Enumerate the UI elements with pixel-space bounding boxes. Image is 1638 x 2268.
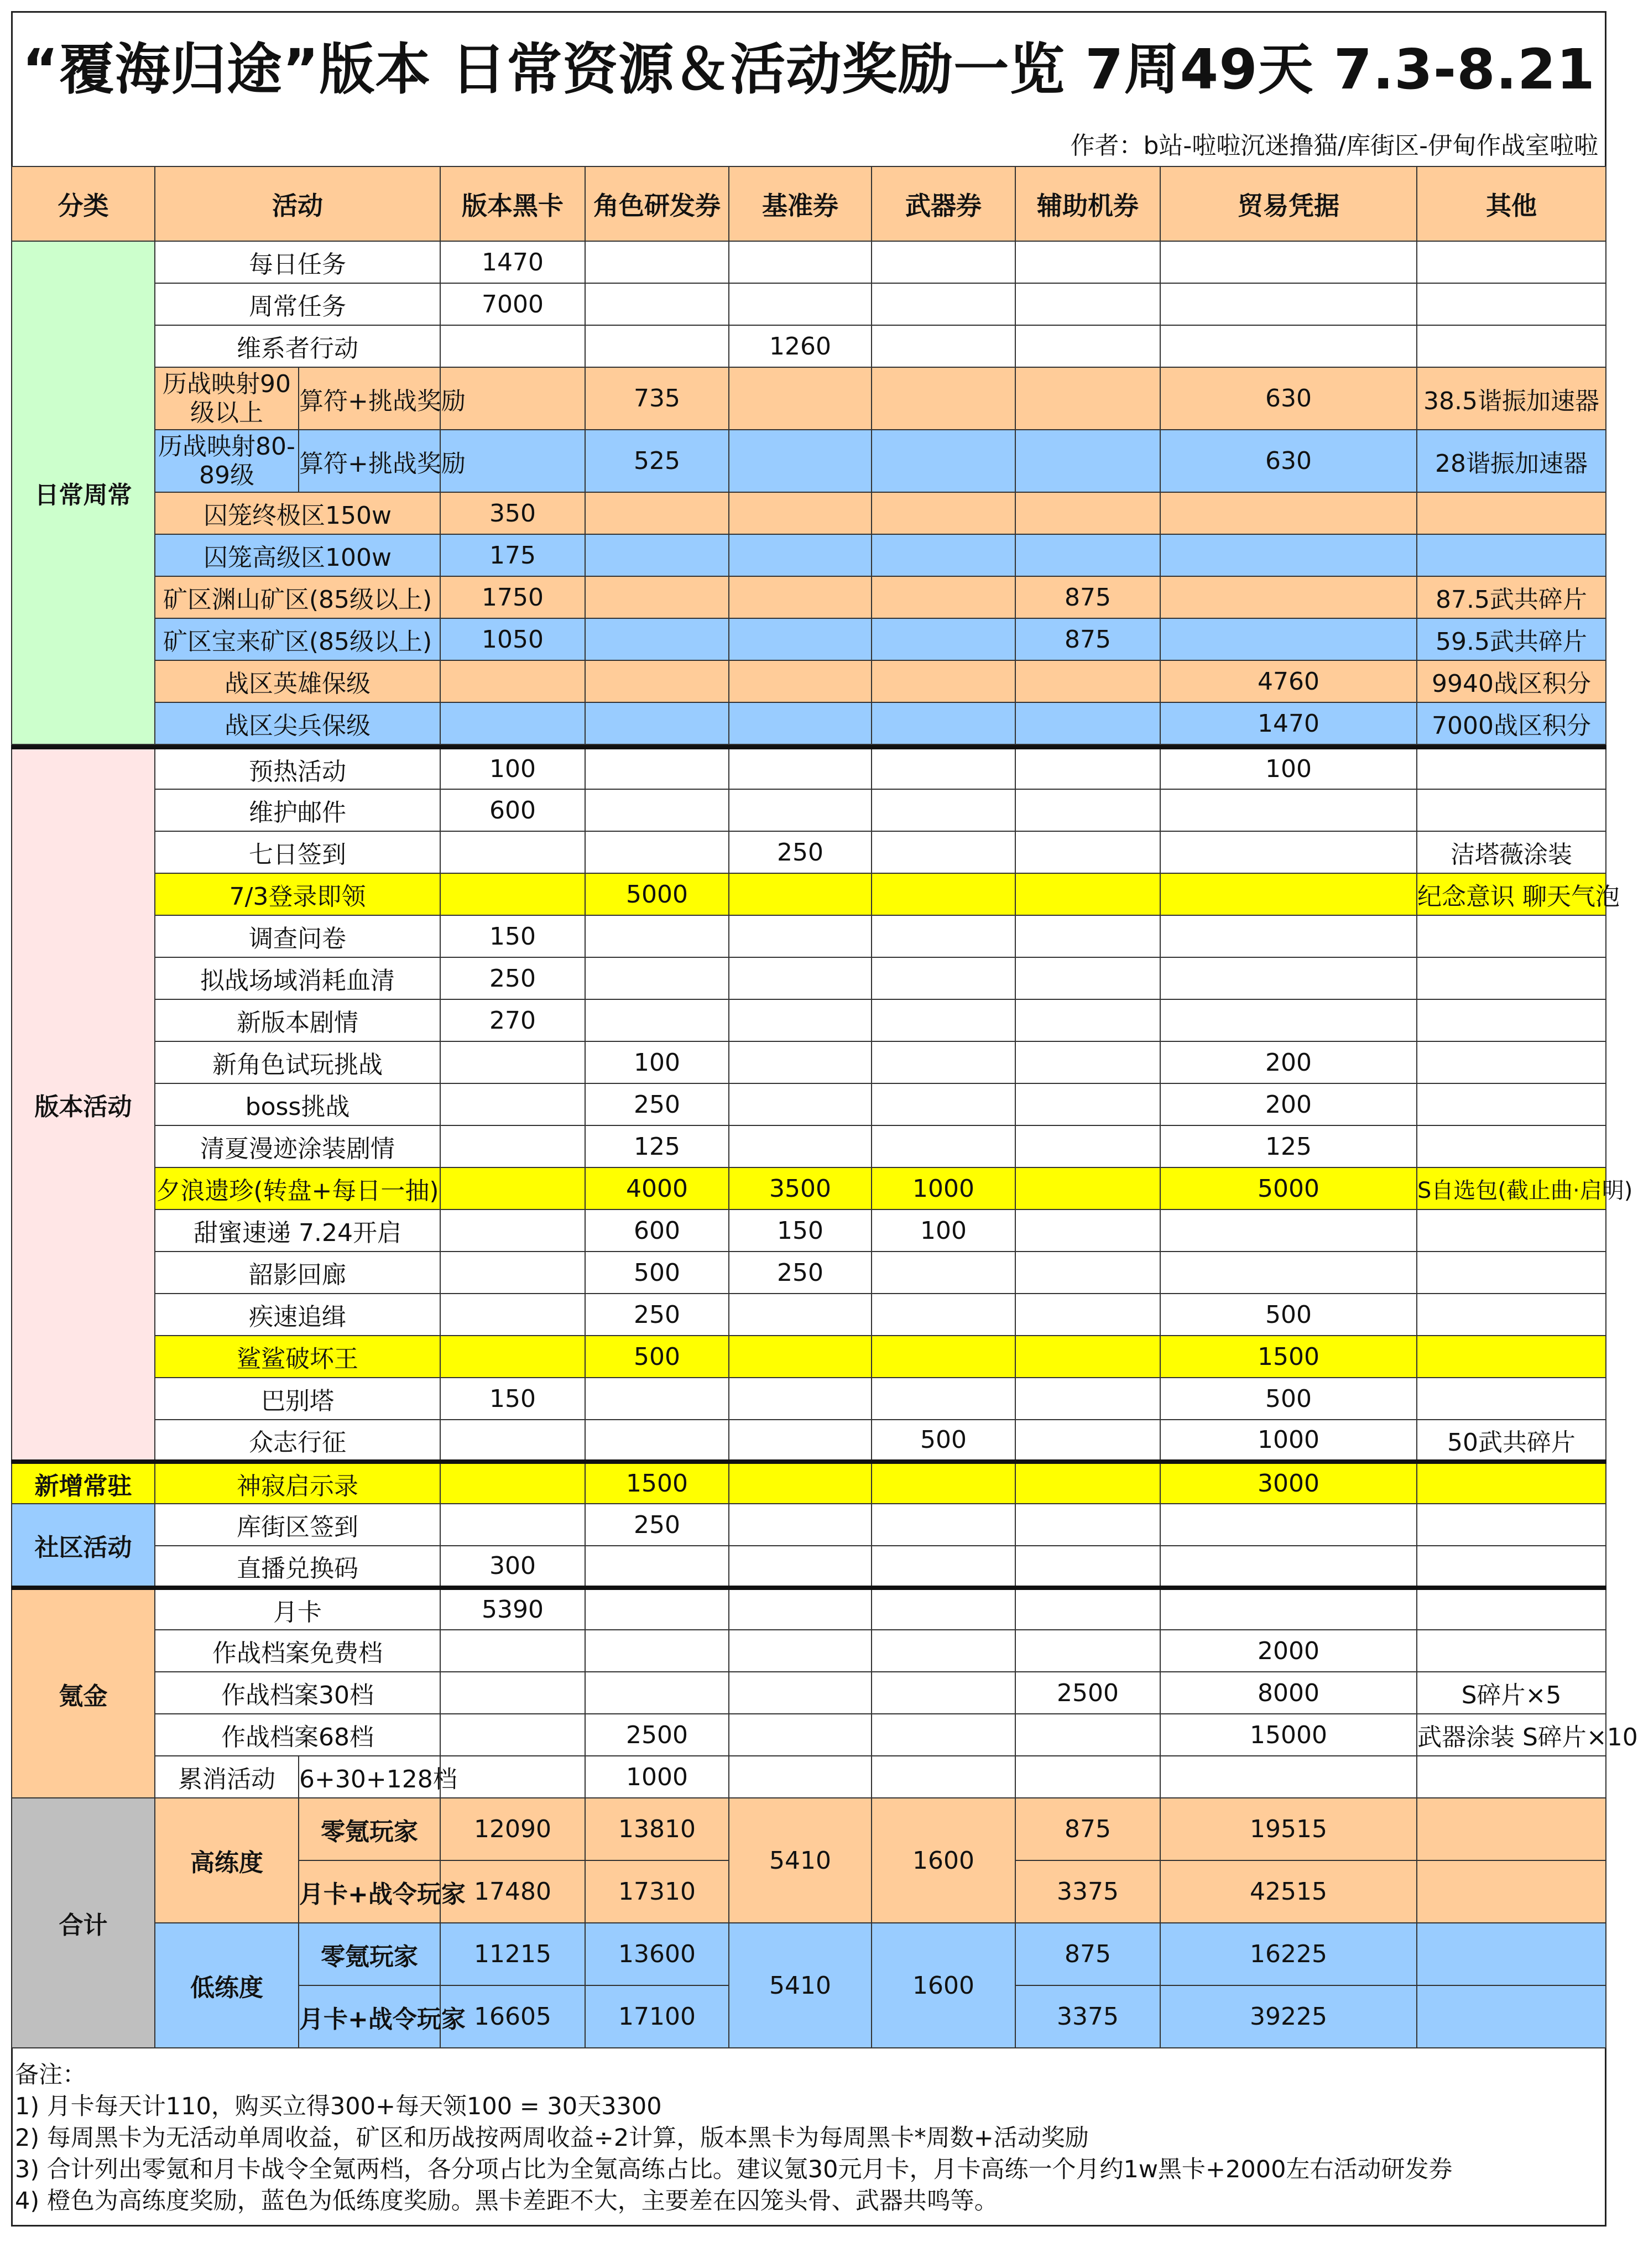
cell-trade: 2000 <box>1160 1630 1417 1672</box>
cell-aux: 875 <box>1015 1798 1160 1860</box>
cell-base: 5410 <box>729 1798 872 1923</box>
table-row <box>12 325 1606 367</box>
header-other: 其他 <box>1417 166 1606 241</box>
activity-name: 作战档案30档 <box>155 1672 440 1714</box>
table-row <box>12 1504 1606 1546</box>
header-role-ticket: 角色研发券 <box>585 166 729 241</box>
cell-black: 100 <box>440 747 585 789</box>
cell-black: 600 <box>440 789 585 831</box>
cell-trade: 1000 <box>1160 1420 1417 1462</box>
total-low: 低练度 <box>155 1923 299 2048</box>
cell-role: 17310 <box>585 1860 729 1923</box>
activity-name: 调查问卷 <box>155 915 440 957</box>
activity-name: 神寂启示录 <box>155 1462 440 1504</box>
cell-black: 11215 <box>440 1923 585 1985</box>
header-trade-voucher: 贸易凭据 <box>1160 166 1417 241</box>
notes-title: 备注： <box>15 2061 86 2089</box>
note-item: 2) 每周黑卡为无活动单周收益，矿区和历战按两周收益÷2计算，版本黑卡为每周黑卡*周数+活动奖励 <box>15 2124 1089 2152</box>
cell-trade: 200 <box>1160 1041 1417 1083</box>
cell-role: 250 <box>585 1504 729 1546</box>
cell-black: 350 <box>440 492 585 534</box>
cell-other: S碎片×5 <box>1417 1672 1606 1714</box>
cell-trade: 4760 <box>1160 660 1417 702</box>
total-card-label: 月卡+战令玩家 <box>299 1860 440 1923</box>
cell-black: 150 <box>440 915 585 957</box>
table-row <box>12 1923 1606 1985</box>
cell-role: 100 <box>585 1041 729 1083</box>
cell-black: 175 <box>440 534 585 576</box>
header-activity: 活动 <box>155 166 440 241</box>
cell-black: 1750 <box>440 576 585 618</box>
table-row <box>12 1209 1606 1252</box>
section-version: 版本活动 <box>12 747 155 1462</box>
cell-base: 1260 <box>729 325 872 367</box>
table-row <box>12 1336 1606 1378</box>
cell-trade: 42515 <box>1160 1860 1417 1923</box>
cell-role: 13810 <box>585 1798 729 1860</box>
activity-name: 作战档案68档 <box>155 1714 440 1756</box>
header-category: 分类 <box>12 166 155 241</box>
cell-role: 1500 <box>585 1462 729 1504</box>
cell-trade: 200 <box>1160 1083 1417 1125</box>
cell-base: 250 <box>729 831 872 873</box>
section-krypton: 氪金 <box>12 1588 155 1798</box>
cell-other: 7000战区积分 <box>1417 702 1606 744</box>
cell-weapon: 100 <box>872 1209 1015 1252</box>
activity-name: 月卡 <box>155 1588 440 1630</box>
activity-name: 鲨鲨破坏王 <box>155 1336 440 1378</box>
cell-other: 28谐振加速器 <box>1417 430 1606 492</box>
cell-trade: 16225 <box>1160 1923 1417 1985</box>
cell-trade: 500 <box>1160 1294 1417 1336</box>
activity-name: 预热活动 <box>155 747 440 789</box>
table-row <box>12 1546 1606 1588</box>
activity-name: 清夏漫迹涂装剧情 <box>155 1125 440 1167</box>
table-row <box>12 1756 1606 1798</box>
table-row <box>12 1462 1606 1504</box>
activity-name: 拟战场域消耗血清 <box>155 957 440 999</box>
cell-trade: 3000 <box>1160 1462 1417 1504</box>
table-row <box>12 915 1606 957</box>
cell-other: 武器涂装 S碎片×10 <box>1417 1714 1606 1756</box>
cell-weapon: 1600 <box>872 1923 1015 2048</box>
cell-role: 250 <box>585 1083 729 1125</box>
cell-trade: 125 <box>1160 1125 1417 1167</box>
cell-base: 5410 <box>729 1923 872 2048</box>
cell-black: 270 <box>440 999 585 1041</box>
cell-trade: 8000 <box>1160 1672 1417 1714</box>
table-row <box>12 576 1606 618</box>
total-card-label: 月卡+战令玩家 <box>299 1985 440 2048</box>
activity-name: 囚笼终极区150w <box>155 492 440 534</box>
section-new: 新增常驻 <box>12 1462 155 1504</box>
table-row <box>12 1714 1606 1756</box>
table-row <box>12 1167 1606 1209</box>
activity-name: 夕浪遗珍(转盘+每日一抽) <box>155 1167 440 1209</box>
cell-black: 300 <box>440 1546 585 1588</box>
table-row <box>12 873 1606 915</box>
activity-name: 甜蜜速递 7.24开启 <box>155 1209 440 1252</box>
cell-base: 250 <box>729 1252 872 1294</box>
cell-aux: 875 <box>1015 576 1160 618</box>
cell-trade: 15000 <box>1160 1714 1417 1756</box>
cell-other: 9940战区积分 <box>1417 660 1606 702</box>
cell-aux: 2500 <box>1015 1672 1160 1714</box>
table-row <box>12 1798 1606 1860</box>
cell-other: 纪念意识 聊天气泡 <box>1417 873 1606 915</box>
cell-role: 500 <box>585 1336 729 1378</box>
header-row <box>12 166 1606 241</box>
cell-black: 5390 <box>440 1588 585 1630</box>
cell-black: 150 <box>440 1378 585 1420</box>
activity-name: boss挑战 <box>155 1083 440 1125</box>
cell-weapon: 500 <box>872 1420 1015 1462</box>
table-row <box>12 367 1606 430</box>
table-row <box>12 1041 1606 1083</box>
table-row <box>12 618 1606 660</box>
table-row <box>12 1630 1606 1672</box>
cell-trade: 5000 <box>1160 1167 1417 1209</box>
cell-weapon: 1000 <box>872 1167 1015 1209</box>
activity-name: 囚笼高级区100w <box>155 534 440 576</box>
activity-name: 疾速追缉 <box>155 1294 440 1336</box>
activity-name: 新角色试玩挑战 <box>155 1041 440 1083</box>
cell-role: 600 <box>585 1209 729 1252</box>
note-item: 1) 月卡每天计110，购买立得300+每天领100 = 30天3300 <box>15 2093 662 2120</box>
section-total: 合计 <box>12 1798 155 2048</box>
cell-aux: 875 <box>1015 618 1160 660</box>
total-zero-label: 零氪玩家 <box>299 1798 440 1860</box>
cell-other: 87.5武共碎片 <box>1417 576 1606 618</box>
activity-name: 众志行征 <box>155 1420 440 1462</box>
total-zero-label: 零氪玩家 <box>299 1923 440 1985</box>
rewards-table <box>11 166 1606 745</box>
table-row <box>12 534 1606 576</box>
activity-name: 历战映射80-89级 <box>155 430 299 492</box>
cell-role: 5000 <box>585 873 729 915</box>
cell-role: 1000 <box>585 1756 729 1798</box>
activity-name: 矿区宝来矿区(85级以上) <box>155 618 440 660</box>
activity-name: 矿区渊山矿区(85级以上) <box>155 576 440 618</box>
table-row <box>12 1588 1606 1630</box>
header-base-ticket: 基准券 <box>729 166 872 241</box>
cell-black: 7000 <box>440 283 585 325</box>
cell-trade: 100 <box>1160 747 1417 789</box>
table-row <box>12 430 1606 492</box>
activity-name: 战区英雄保级 <box>155 660 440 702</box>
cell-trade: 630 <box>1160 367 1417 430</box>
table-row <box>12 1294 1606 1336</box>
activity-name: 累消活动 <box>155 1756 299 1798</box>
table-row <box>12 1252 1606 1294</box>
cell-other: 59.5武共碎片 <box>1417 618 1606 660</box>
rewards-table-version <box>11 745 1638 2048</box>
cell-black: 16605 <box>440 1985 585 2048</box>
header-weapon-ticket: 武器券 <box>872 166 1015 241</box>
activity-name: 韶影回廊 <box>155 1252 440 1294</box>
cell-role: 500 <box>585 1252 729 1294</box>
cell-aux: 3375 <box>1015 1985 1160 2048</box>
cell-other: 50武共碎片 <box>1417 1420 1606 1462</box>
cell-other: 38.5谐振加速器 <box>1417 367 1606 430</box>
activity-name: 战区尖兵保级 <box>155 702 440 744</box>
cell-trade: 1470 <box>1160 702 1417 744</box>
table-row <box>12 1672 1606 1714</box>
cell-role: 17100 <box>585 1985 729 2048</box>
cell-trade: 1500 <box>1160 1336 1417 1378</box>
activity-sub: 算符+挑战奖励 <box>299 367 440 430</box>
table-row <box>12 1125 1606 1167</box>
activity-name: 7/3登录即领 <box>155 873 440 915</box>
table-row <box>12 492 1606 534</box>
cell-trade: 19515 <box>1160 1798 1417 1860</box>
table-row <box>12 999 1606 1041</box>
activity-name: 作战档案免费档 <box>155 1630 440 1672</box>
table-row <box>12 702 1606 744</box>
cell-trade: 500 <box>1160 1378 1417 1420</box>
activity-sub: 6+30+128档 <box>299 1756 440 1798</box>
total-high: 高练度 <box>155 1798 299 1923</box>
page-title: “覆海归途”版本 日常资源＆活动奖励一览 7周49天 7.3-8.21 <box>11 11 1606 126</box>
table-row <box>12 1378 1606 1420</box>
note-item: 4) 橙色为高练度奖励，蓝色为低练度奖励。黑卡差距不大，主要差在囚笼头骨、武器共鸣等。 <box>15 2187 998 2215</box>
activity-name: 维系者行动 <box>155 325 440 367</box>
table-row <box>12 831 1606 873</box>
table-row <box>12 241 1606 283</box>
table-row <box>12 283 1606 325</box>
cell-other: 洁塔薇涂装 <box>1417 831 1606 873</box>
header-aux-ticket: 辅助机券 <box>1015 166 1160 241</box>
table-row <box>12 1083 1606 1125</box>
header-black-card: 版本黑卡 <box>440 166 585 241</box>
cell-role: 525 <box>585 430 729 492</box>
activity-name: 直播兑换码 <box>155 1546 440 1588</box>
activity-name: 每日任务 <box>155 241 440 283</box>
notes <box>11 2048 1606 2227</box>
note-item: 3) 合计列出零氪和月卡战令全氪两档，各分项占比为全氪高练占比。建议氪30元月卡，月卡高练一个月约1w黑卡+2000左右活动研发券 <box>15 2156 1453 2183</box>
author-credit: 作者：b站-啦啦沉迷撸猫/库街区-伊甸作战室啦啦 <box>11 126 1606 166</box>
cell-other: S自选包(截止曲·启明) <box>1417 1167 1606 1209</box>
cell-base: 150 <box>729 1209 872 1252</box>
activity-name: 库街区签到 <box>155 1504 440 1546</box>
table-row <box>12 957 1606 999</box>
table-row <box>12 789 1606 831</box>
cell-black: 12090 <box>440 1798 585 1860</box>
section-daily: 日常周常 <box>12 241 155 744</box>
cell-role: 2500 <box>585 1714 729 1756</box>
table-row <box>12 747 1606 789</box>
cell-black: 17480 <box>440 1860 585 1923</box>
activity-name: 维护邮件 <box>155 789 440 831</box>
activity-name: 巴别塔 <box>155 1378 440 1420</box>
cell-base: 3500 <box>729 1167 872 1209</box>
cell-role: 250 <box>585 1294 729 1336</box>
cell-trade: 39225 <box>1160 1985 1417 2048</box>
activity-sub: 算符+挑战奖励 <box>299 430 440 492</box>
cell-trade: 630 <box>1160 430 1417 492</box>
activity-name: 历战映射90级以上 <box>155 367 299 430</box>
cell-black: 1050 <box>440 618 585 660</box>
activity-name: 新版本剧情 <box>155 999 440 1041</box>
activity-name: 周常任务 <box>155 283 440 325</box>
cell-role: 735 <box>585 367 729 430</box>
cell-weapon: 1600 <box>872 1798 1015 1923</box>
cell-role: 4000 <box>585 1167 729 1209</box>
cell-role: 13600 <box>585 1923 729 1985</box>
table-row <box>12 1420 1606 1462</box>
activity-name: 七日签到 <box>155 831 440 873</box>
cell-black: 1470 <box>440 241 585 283</box>
cell-aux: 875 <box>1015 1923 1160 1985</box>
table-row <box>12 660 1606 702</box>
spreadsheet <box>11 11 1638 2227</box>
cell-black: 250 <box>440 957 585 999</box>
section-community: 社区活动 <box>12 1504 155 1588</box>
cell-role: 125 <box>585 1125 729 1167</box>
cell-aux: 3375 <box>1015 1860 1160 1923</box>
